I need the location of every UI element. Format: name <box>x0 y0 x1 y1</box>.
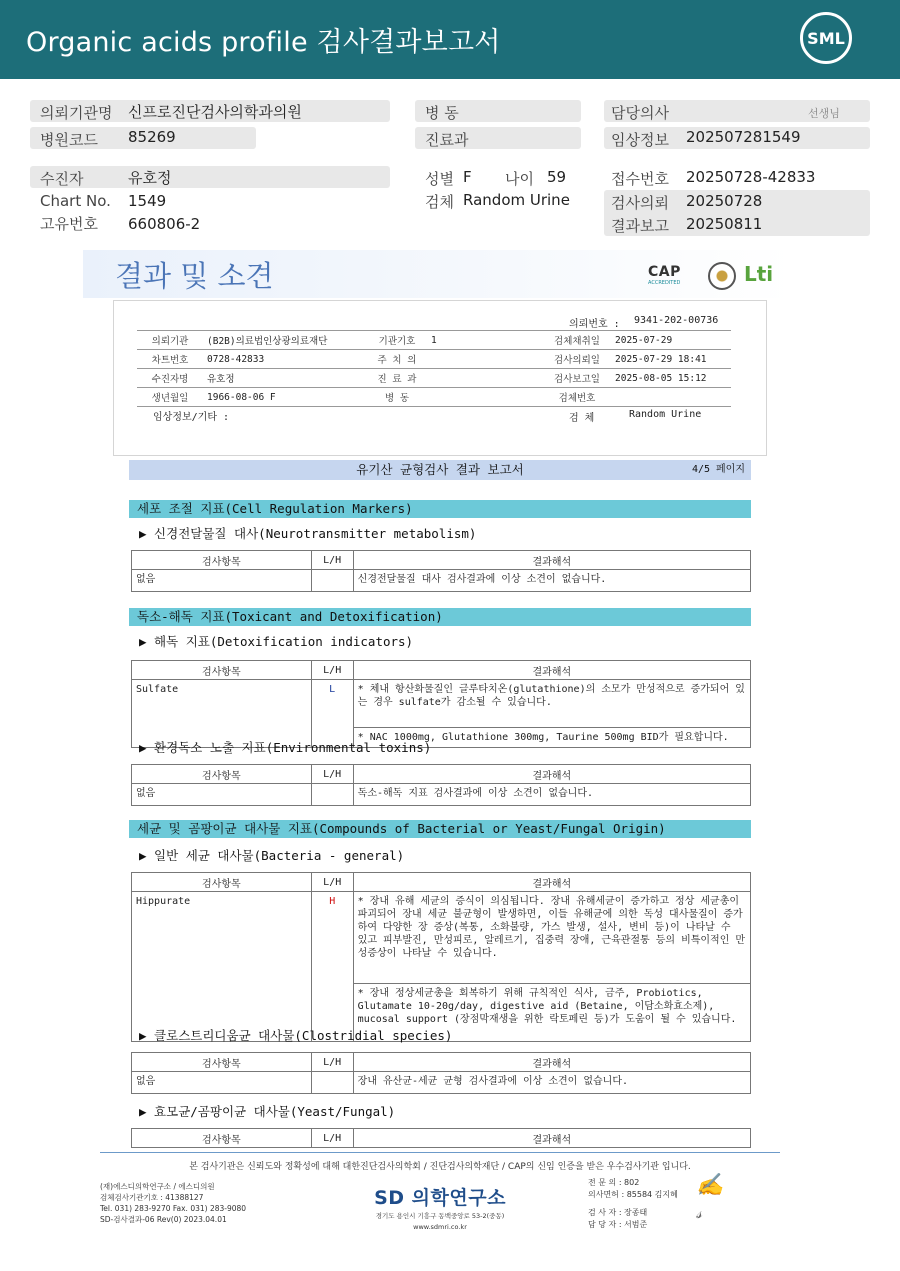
result-item: 없음 <box>132 1072 312 1094</box>
footer-brand <box>360 1183 520 1232</box>
footer-contact: Tel. 031) 283-9270 Fax. 031) 283-9080 <box>100 1204 247 1213</box>
age-label: 나이 <box>505 170 534 188</box>
request-date-value: 20250728 <box>686 192 763 210</box>
request-date-label: 검사의뢰 <box>611 194 669 212</box>
logo-text: SML <box>807 29 845 48</box>
request-no-label: 의뢰번호 : <box>569 319 620 330</box>
col-interp: 결과해석 <box>353 765 750 784</box>
info-key: 의뢰기관 <box>137 331 203 350</box>
col-interp: 결과해석 <box>353 1129 750 1148</box>
result-flag: H <box>311 892 353 1042</box>
footer-license: 의사면허 : 85584 김지혜 <box>588 1190 678 1199</box>
page-indicator: 4/5 페이지 <box>691 464 745 475</box>
patient-value: 유호정 <box>128 169 172 187</box>
result-interpretation: * 체내 항산화물질인 글루타치온(glutathione)의 소모가 만성적으로 증가되어 있는 경우 sulfate가 감소될 수 있습니다. <box>353 680 750 728</box>
dept-label: 진료과 <box>425 131 469 149</box>
info-key: 생년월일 <box>137 388 203 407</box>
result-interpretation: * NAC 1000mg, Glutathione 300mg, Taurine 500mg BID가 필요합니다. <box>353 728 750 748</box>
footer-address: 경기도 용인시 기흥구 동백중앙로 53-2(중동) <box>375 1212 505 1220</box>
accreditation-logos <box>648 262 774 292</box>
info-value: 유호정 <box>203 369 367 388</box>
info-row <box>137 369 731 388</box>
info-value: 2025-07-29 18:41 <box>611 350 731 369</box>
patient-bar <box>30 166 390 188</box>
result-flag: L <box>311 680 353 748</box>
doctor-label: 담당의사 <box>611 104 669 122</box>
report-specimen-label: 검 체 <box>569 413 595 424</box>
col-item: 검사항목 <box>132 551 312 570</box>
col-interp: 결과해석 <box>353 873 750 892</box>
footer-code: 검체검사기관기호 : 41388127 <box>100 1193 204 1202</box>
signature-icon-2: 𝓈 <box>696 1203 702 1222</box>
section-subheading: ▶ 효모균/곰팡이균 대사물(Yeast/Fungal) <box>139 1104 396 1119</box>
age-value: 59 <box>547 168 567 186</box>
footer-org: (재)에스디의학연구소 / 에스디의원 <box>100 1182 215 1191</box>
col-item: 검사항목 <box>132 1053 312 1072</box>
info-key: 검체채취일 <box>543 331 611 350</box>
unique-label: 고유번호 <box>40 215 98 233</box>
section-band: 세균 및 곰팡이균 대사물 지표(Compounds of Bacterial or Yeast/Fungal Origin) <box>129 820 751 838</box>
patient-label: 수진자 <box>40 170 84 188</box>
col-lh: L/H <box>311 1053 353 1072</box>
col-item: 검사항목 <box>132 661 312 680</box>
result-item: 없음 <box>132 570 312 592</box>
banner-title: 유기산 균형검사 결과 보고서 <box>356 462 524 477</box>
table-header-row <box>132 873 751 892</box>
info-key: 병 동 <box>367 388 427 407</box>
result-table <box>131 1052 751 1094</box>
specimen-label: 검체 <box>425 193 454 211</box>
info-row <box>137 350 731 369</box>
section-subheading: ▶ 해독 지표(Detoxification indicators) <box>139 634 414 649</box>
footer-left <box>100 1181 246 1225</box>
report-date-label: 결과보고 <box>611 217 669 235</box>
col-item: 검사항목 <box>132 765 312 784</box>
col-lh: L/H <box>311 1129 353 1148</box>
request-no-value: 9341-202-00736 <box>634 315 719 326</box>
table-row <box>132 680 751 728</box>
info-value <box>611 388 731 407</box>
chart-label: Chart No. <box>40 192 111 210</box>
table-row <box>132 570 751 592</box>
result-interpretation: * 장내 정상세균총을 회복하기 위해 규칙적인 식사, 금주, Probiotics, Glutamate 10-20g/day, digestive aid (Betaine, 이담소화효소제), mucosal support (장점막재생을 위한 락토페린 등)가 도움이 될 수 있습니다. <box>353 984 750 1042</box>
sd-logo: SD 의학연구소 <box>374 1187 506 1209</box>
footer-rev: SD-검사결과-06 Rev(0) 2023.04.01 <box>100 1215 227 1224</box>
section-subheading: ▶ 환경독소 노출 지표(Environmental toxins) <box>139 740 432 755</box>
patient-info-table <box>137 330 731 407</box>
unique-value: 660806-2 <box>128 215 201 233</box>
sex-label: 성별 <box>425 170 454 188</box>
table-row <box>132 892 751 984</box>
info-value: (B2B)의료법인상광의료재단 <box>203 331 367 350</box>
info-row <box>137 331 731 350</box>
page-title: Organic acids profile 검사결과보고서 <box>26 27 501 58</box>
info-key: 주 치 의 <box>367 350 427 369</box>
info-key: 차트번호 <box>137 350 203 369</box>
footer-specialist: 전 문 의 : 802 <box>588 1178 640 1187</box>
sex-value: F <box>463 168 472 186</box>
specimen-value: Random Urine <box>463 191 570 209</box>
ward-label: 병 동 <box>425 104 459 122</box>
info-value: 2025-08-05 15:12 <box>611 369 731 388</box>
doctor-suffix: 선생님 <box>808 107 840 120</box>
result-report <box>83 250 793 1260</box>
sml-logo <box>800 12 852 64</box>
requester-label: 의뢰기관명 <box>40 104 113 122</box>
result-interpretation: 신경전달물질 대사 검사결과에 이상 소견이 없습니다. <box>353 570 750 592</box>
col-lh: L/H <box>311 661 353 680</box>
result-interpretation: * 장내 유해 세균의 증식이 의심됩니다. 장내 유해세균이 증가하고 정상 세균총이 파괴되어 장내 세균 불균형이 발생하면, 이들 유해균에 의한 독성 대사물질이 증가하여 다양한 장 증상(복통, 소화불량, 가스 발생, 설사, 변비 등)이 나타날 수 있고 피부발진, 만성피로, 알레르기, 집중력 장애, 근육관절통 등의 비특이적인 만성증상이 나타날 수 있습니다. <box>353 892 750 984</box>
result-table <box>131 1128 751 1148</box>
cap-text: CAP <box>648 264 681 280</box>
lti-logo: Lti <box>744 262 774 286</box>
info-key: 검사보고일 <box>543 369 611 388</box>
header-bar <box>0 0 900 79</box>
info-key: 기관기호 <box>367 331 427 350</box>
cap-subtext: ACCREDITED <box>648 280 681 286</box>
result-item: 없음 <box>132 784 312 806</box>
info-key: 검체번호 <box>543 388 611 407</box>
footer-web: www.sdmri.co.kr <box>413 1223 467 1231</box>
col-interp: 결과해석 <box>353 551 750 570</box>
accreditation-note: 본 검사기관은 신뢰도와 정확성에 대해 대한진단검사의학회 / 진단검사의학재단 / CAP의 신임 인증을 받은 우수검사기관 입니다. <box>189 1162 691 1172</box>
result-item: Hippurate <box>132 892 312 1042</box>
col-lh: L/H <box>311 765 353 784</box>
report-banner <box>129 460 751 480</box>
col-interp: 결과해석 <box>353 661 750 680</box>
info-value: 2025-07-29 <box>611 331 731 350</box>
hospital-code-value: 85269 <box>128 128 176 146</box>
table-row <box>132 1072 751 1094</box>
info-key: 검사의뢰일 <box>543 350 611 369</box>
result-interpretation: 장내 유산균-세균 균형 검사결과에 이상 소견이 없습니다. <box>353 1072 750 1094</box>
report-section-title: 결과 및 소견 <box>115 259 274 293</box>
info-value <box>427 350 543 369</box>
seal-icon <box>708 262 736 290</box>
result-table <box>131 660 751 748</box>
result-flag <box>311 784 353 806</box>
info-row <box>137 388 731 407</box>
table-header-row <box>132 1129 751 1148</box>
requester-value: 신프로진단검사의학과의원 <box>128 103 302 121</box>
report-date-value: 20250811 <box>686 215 763 233</box>
info-key: 진 료 과 <box>367 369 427 388</box>
footer-signers <box>588 1177 678 1231</box>
info-value <box>427 369 543 388</box>
section-subheading: ▶ 신경전달물질 대사(Neurotransmitter metabolism) <box>139 526 477 541</box>
col-lh: L/H <box>311 551 353 570</box>
section-subheading: ▶ 클로스트리디움균 대사물(Clostridial species) <box>139 1028 453 1043</box>
result-item: Sulfate <box>132 680 312 748</box>
table-header-row <box>132 661 751 680</box>
result-table <box>131 872 751 1042</box>
col-item: 검사항목 <box>132 1129 312 1148</box>
col-item: 검사항목 <box>132 873 312 892</box>
report-footer <box>100 1152 780 1257</box>
col-interp: 결과해석 <box>353 1053 750 1072</box>
table-header-row <box>132 765 751 784</box>
hospital-code-label: 병원코드 <box>40 131 98 149</box>
result-flag <box>311 1072 353 1094</box>
receipt-label: 접수번호 <box>611 170 669 188</box>
receipt-value: 20250728-42833 <box>686 168 816 186</box>
table-header-row <box>132 1053 751 1072</box>
table-row <box>132 784 751 806</box>
info-key: 수진자명 <box>137 369 203 388</box>
info-value: 0728-42833 <box>203 350 367 369</box>
clinical-value: 202507281549 <box>686 128 801 146</box>
result-interpretation: 독소-해독 지표 검사결과에 이상 소견이 없습니다. <box>353 784 750 806</box>
result-flag <box>311 570 353 592</box>
info-value: 1966-08-06 F <box>203 388 367 407</box>
result-table <box>131 550 751 592</box>
result-table <box>131 764 751 806</box>
section-subheading: ▶ 일반 세균 대사물(Bacteria - general) <box>139 848 405 863</box>
cap-logo <box>648 264 702 290</box>
col-lh: L/H <box>311 873 353 892</box>
table-header-row <box>132 551 751 570</box>
info-value <box>427 388 543 407</box>
report-clinical-label: 임상정보/기타 : <box>153 412 230 423</box>
footer-manager: 담 당 자 : 서범준 <box>588 1220 648 1229</box>
signature-icon: ✍ <box>696 1173 724 1198</box>
footer-tester: 검 사 자 : 장종태 <box>588 1208 648 1217</box>
chart-value: 1549 <box>128 192 167 210</box>
info-value: 1 <box>427 331 543 350</box>
report-header <box>83 250 793 298</box>
section-band: 독소-해독 지표(Toxicant and Detoxification) <box>129 608 751 626</box>
section-band: 세포 조절 지표(Cell Regulation Markers) <box>129 500 751 518</box>
clinical-label: 임상정보 <box>611 131 669 149</box>
report-specimen-value: Random Urine <box>629 409 702 420</box>
